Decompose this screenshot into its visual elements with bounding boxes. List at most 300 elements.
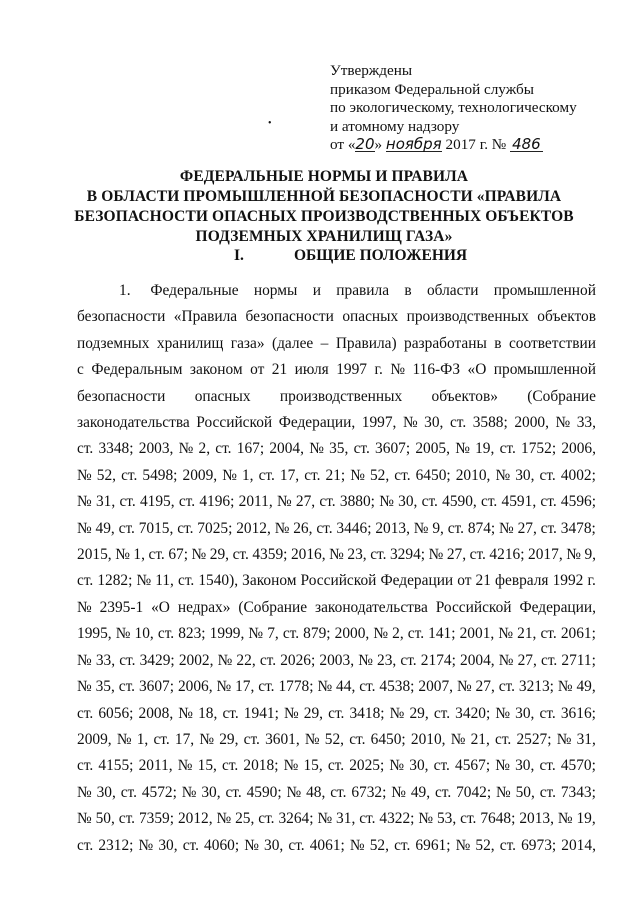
- section-title: ОБЩИЕ ПОЛОЖЕНИЯ: [294, 247, 468, 264]
- word: 35,: [329, 440, 349, 458]
- word: ст.: [259, 651, 277, 669]
- word: 17,: [279, 466, 300, 484]
- paragraph-line: [77, 674, 596, 700]
- word: 10,: [134, 625, 154, 643]
- word: 30,: [158, 836, 178, 854]
- word: 4359;: [252, 546, 288, 564]
- word: 3880;: [339, 493, 375, 511]
- word: 52,: [96, 466, 116, 484]
- word: ст.: [481, 493, 498, 511]
- word: №: [138, 836, 154, 854]
- word: «Правила: [173, 308, 238, 326]
- word: 1997: [336, 361, 367, 379]
- word: 874;: [467, 519, 496, 537]
- word: ст.: [282, 625, 300, 643]
- word: законом: [189, 361, 243, 379]
- word: 3264;: [278, 810, 314, 828]
- word: февраля: [495, 572, 549, 590]
- word: г.: [587, 572, 596, 590]
- word: ст.: [258, 678, 275, 696]
- word: №: [413, 519, 429, 537]
- word: ст.: [539, 783, 556, 801]
- word: №: [389, 704, 405, 722]
- word: законодательства: [315, 598, 428, 616]
- word: ст.: [120, 783, 137, 801]
- word: 30,: [96, 783, 116, 801]
- word: ст.: [177, 519, 194, 537]
- word: ст.: [288, 836, 305, 854]
- word: ст.: [539, 704, 556, 722]
- word: ст.: [469, 546, 486, 564]
- word: ст.: [433, 757, 450, 775]
- word: №: [309, 440, 324, 458]
- word: 25,: [235, 810, 255, 828]
- word: ст.: [434, 783, 452, 801]
- word: №: [418, 810, 434, 828]
- word: №: [350, 466, 365, 484]
- word: хранилищ: [156, 334, 224, 352]
- word: ст.: [460, 810, 477, 828]
- paragraph-line: [77, 753, 596, 779]
- word: ст.: [498, 678, 515, 696]
- word: №: [390, 361, 406, 379]
- word: 4216;: [489, 546, 525, 564]
- word: 30,: [264, 836, 284, 854]
- word: 33,: [576, 414, 596, 432]
- word: ст.: [77, 440, 94, 458]
- word: 21,: [470, 730, 490, 748]
- word: промышленной: [493, 282, 596, 299]
- word: ст.: [182, 836, 199, 854]
- word: ст.: [77, 757, 94, 775]
- word: №: [495, 704, 511, 722]
- word: 1999,: [209, 625, 245, 643]
- word: №: [181, 783, 197, 801]
- word: 1941;: [243, 704, 279, 722]
- word: опасных: [342, 308, 399, 326]
- word: с: [77, 361, 84, 379]
- word: 1778;: [278, 678, 314, 696]
- word: 26,: [293, 519, 313, 537]
- word: «О: [151, 598, 170, 616]
- word: разработаны: [404, 334, 487, 352]
- word: ст.: [359, 678, 376, 696]
- title-line: ПОДЗЕМНЫХ ХРАНИЛИЩ ГАЗА»: [195, 228, 453, 245]
- word: 30,: [424, 414, 444, 432]
- word: №: [556, 730, 572, 748]
- word: 53,: [436, 810, 457, 828]
- word: 49,: [576, 678, 596, 696]
- word: 4002;: [560, 466, 596, 484]
- paragraph-line: [77, 463, 596, 489]
- word: 2002,: [178, 651, 214, 669]
- word: 3478;: [560, 519, 596, 537]
- word: (далее: [271, 334, 314, 352]
- word: 6973;: [521, 836, 557, 854]
- word: 23,: [347, 546, 367, 564]
- word: ст.: [449, 414, 467, 432]
- word: безопасности: [245, 308, 334, 326]
- word: №: [304, 730, 320, 748]
- paragraph-line: [77, 806, 596, 832]
- word: 4590,: [442, 493, 477, 511]
- word: 7,: [267, 625, 279, 643]
- word: законодательства: [77, 414, 190, 432]
- paragraph-line: [77, 780, 596, 806]
- word: Российской: [435, 598, 512, 616]
- paragraph-line: [77, 833, 596, 859]
- word: Федеральным: [91, 361, 183, 379]
- word: ст.: [243, 730, 260, 748]
- word: 27,: [517, 519, 537, 537]
- word: Федеральные: [150, 282, 239, 299]
- word: 2,: [198, 440, 211, 458]
- word: №: [222, 466, 237, 484]
- word: №: [116, 730, 132, 748]
- word: соответствии: [508, 334, 596, 352]
- paragraph-line: [77, 489, 596, 515]
- word: ст.: [148, 546, 165, 564]
- word: 2005,: [415, 440, 450, 458]
- word: 3616;: [560, 704, 596, 722]
- word: 21: [475, 572, 491, 590]
- word: 2009,: [182, 466, 218, 484]
- word: 2017,: [528, 546, 563, 564]
- word: 3588;: [472, 414, 508, 432]
- paragraph-line: [77, 516, 596, 542]
- word: 4322;: [379, 810, 415, 828]
- word: 18,: [198, 704, 218, 722]
- word: №: [115, 625, 131, 643]
- word: 4195,: [139, 493, 175, 511]
- word: г.: [374, 361, 383, 379]
- word: 4060;: [204, 836, 240, 854]
- word: ст.: [353, 440, 370, 458]
- word: №: [402, 414, 418, 432]
- word: №: [317, 810, 333, 828]
- stray-mark: •: [268, 118, 272, 129]
- word: 4567;: [455, 757, 491, 775]
- word: ст.: [540, 493, 557, 511]
- word: 2012,: [177, 810, 213, 828]
- word: 4061;: [309, 836, 345, 854]
- word: №: [276, 493, 292, 511]
- word: 6961;: [415, 836, 451, 854]
- word: Законом: [242, 572, 297, 590]
- word: 31,: [336, 810, 356, 828]
- word: ст.: [153, 730, 170, 748]
- word: №: [136, 572, 152, 590]
- paragraph-line: [77, 278, 596, 304]
- day-suffix: »: [374, 136, 383, 154]
- word: №: [495, 466, 511, 484]
- word: объектов: [537, 308, 596, 326]
- word: 49,: [95, 519, 115, 537]
- word: Федерации: [380, 572, 454, 590]
- word: 6450;: [415, 466, 451, 484]
- word: 30,: [515, 757, 535, 775]
- word: 19,: [576, 810, 596, 828]
- word: 1540),: [198, 572, 239, 590]
- word: ст.: [370, 546, 387, 564]
- word: 2014,: [561, 836, 596, 854]
- word: ст.: [121, 466, 138, 484]
- word: №: [391, 783, 406, 801]
- word: 50,: [95, 810, 115, 828]
- word: №: [456, 678, 472, 696]
- word: 15,: [197, 757, 217, 775]
- word: ст.: [258, 810, 275, 828]
- word: опасных: [194, 387, 251, 405]
- word: №: [178, 440, 194, 458]
- paragraph-line: [77, 568, 596, 594]
- word: 6056;: [98, 704, 134, 722]
- word: «О: [467, 361, 487, 379]
- word: №: [495, 757, 510, 775]
- word: 21: [271, 361, 288, 379]
- approval-line: и атомному надзору: [330, 117, 460, 135]
- word: 4590;: [246, 783, 282, 801]
- word: 2018;: [243, 757, 279, 775]
- word: №: [428, 546, 444, 564]
- word: 1.: [119, 282, 131, 299]
- word: ст.: [539, 757, 556, 775]
- word: 7343;: [560, 783, 596, 801]
- word: 2,: [392, 625, 404, 643]
- word: ст.: [118, 810, 136, 828]
- word: ст.: [77, 836, 94, 854]
- word: 1,: [133, 546, 145, 564]
- word: 27,: [475, 678, 495, 696]
- word: 2011,: [138, 757, 173, 775]
- handwritten-month: ноября: [385, 135, 442, 154]
- word: 23,: [377, 651, 397, 669]
- word: №: [496, 783, 511, 801]
- word: объектов»: [431, 387, 498, 405]
- word: 167;: [236, 440, 265, 458]
- word: №: [349, 836, 365, 854]
- word: безопасности: [77, 308, 166, 326]
- word: 2006,: [177, 678, 213, 696]
- word: 116-ФЗ: [412, 361, 461, 379]
- word: (Собрание: [527, 387, 596, 405]
- paragraph-line: [77, 595, 596, 621]
- word: и: [312, 282, 321, 299]
- word: №: [244, 836, 259, 854]
- word: 1,: [241, 466, 254, 484]
- paragraph-line: [77, 357, 596, 383]
- word: ст.: [400, 651, 417, 669]
- word: 2007,: [418, 678, 454, 696]
- word: 823;: [178, 625, 206, 643]
- word: 33,: [95, 651, 116, 669]
- word: №: [286, 783, 302, 801]
- word: 2527;: [516, 730, 552, 748]
- word: 29,: [219, 730, 239, 748]
- word: 2000,: [334, 625, 370, 643]
- word: 44,: [336, 678, 356, 696]
- word: 2016,: [290, 546, 326, 564]
- word: №: [77, 598, 92, 616]
- word: ст.: [540, 625, 557, 643]
- word: 2026;: [280, 651, 316, 669]
- word: №: [199, 730, 214, 748]
- word: 27,: [446, 546, 467, 564]
- word: 2000,: [514, 414, 549, 432]
- word: 27,: [295, 493, 316, 511]
- approval-line: Утверждены: [330, 62, 413, 79]
- word: №: [499, 519, 514, 537]
- word: промышленной: [493, 361, 596, 379]
- word: июля: [294, 361, 329, 379]
- word: №: [274, 519, 290, 537]
- word: 30,: [398, 493, 418, 511]
- word: 7359;: [138, 810, 175, 828]
- word: №: [77, 493, 92, 511]
- word: ст.: [499, 440, 516, 458]
- word: 1752;: [521, 440, 557, 458]
- word: 2013,: [375, 519, 410, 537]
- word: №: [329, 546, 344, 564]
- paragraph-line: [77, 436, 596, 462]
- word: ст.: [77, 572, 94, 590]
- word: ст.: [394, 836, 411, 854]
- approval-block: [330, 62, 577, 155]
- word: ст.: [319, 493, 336, 511]
- word: 2010,: [410, 730, 446, 748]
- word: №: [248, 625, 264, 643]
- word: –: [320, 334, 329, 352]
- word: 11,: [155, 572, 174, 590]
- paragraph-line: [77, 331, 596, 357]
- word: 52,: [475, 836, 495, 854]
- word: 7042;: [456, 783, 492, 801]
- paragraph-line: [77, 542, 596, 568]
- word: 27,: [517, 651, 537, 669]
- word: 2010,: [455, 466, 491, 484]
- section-heading: [234, 247, 467, 265]
- word: ст.: [258, 466, 275, 484]
- word: ст.: [232, 546, 249, 564]
- word: 1,: [136, 730, 149, 748]
- word: 52,: [324, 730, 345, 748]
- word: безопасности: [77, 387, 166, 405]
- paragraph-1: [77, 278, 596, 859]
- word: №: [216, 678, 232, 696]
- approval-line: приказом Федеральной службы: [330, 80, 534, 98]
- word: №: [216, 810, 232, 828]
- word: №: [450, 730, 466, 748]
- word: №: [317, 678, 333, 696]
- word: области: [426, 282, 479, 299]
- word: ст.: [177, 572, 195, 590]
- word: №: [283, 757, 299, 775]
- word: ст.: [225, 783, 242, 801]
- word: ст.: [77, 704, 94, 722]
- word: Российской: [196, 414, 273, 432]
- word: 21,: [517, 625, 537, 643]
- word: ст.: [499, 836, 516, 854]
- word: 3429;: [139, 651, 175, 669]
- word: 49,: [410, 783, 431, 801]
- handwritten-day: 20: [355, 135, 375, 154]
- word: №: [373, 625, 389, 643]
- paragraph-line: [77, 410, 596, 436]
- approval-date-line: [330, 136, 577, 155]
- word: 30,: [515, 466, 535, 484]
- word: ст.: [118, 519, 135, 537]
- title-line: ФЕДЕРАЛЬНЫЕ НОРМЫ И ПРАВИЛА: [179, 168, 469, 185]
- word: 4591,: [501, 493, 537, 511]
- word: 50,: [515, 783, 535, 801]
- paragraph-line: [77, 727, 596, 753]
- word: №: [379, 493, 394, 511]
- word: 2001,: [459, 625, 495, 643]
- word: производственных: [406, 308, 529, 326]
- word: 48,: [306, 783, 326, 801]
- word: №: [358, 651, 373, 669]
- word: 4196;: [199, 493, 235, 511]
- word: 2013,: [519, 810, 554, 828]
- word: 6732;: [351, 783, 387, 801]
- word: 52,: [369, 836, 389, 854]
- word: ст.: [407, 625, 425, 643]
- word: 4155;: [98, 757, 134, 775]
- word: 3294;: [389, 546, 426, 564]
- word: 879;: [303, 625, 331, 643]
- word: №: [389, 757, 405, 775]
- word: №: [77, 466, 92, 484]
- word: 7648;: [480, 810, 516, 828]
- word: газа»: [230, 334, 265, 352]
- word: ст.: [222, 757, 239, 775]
- word: ст.: [394, 466, 411, 484]
- word: 17,: [235, 678, 255, 696]
- word: недрах»: [177, 598, 231, 616]
- word: ст.: [447, 519, 464, 537]
- word: №: [178, 704, 193, 722]
- word: ст.: [178, 493, 196, 511]
- word: 52,: [369, 466, 390, 484]
- word: 17,: [174, 730, 195, 748]
- handwritten-order-number: 486: [512, 135, 541, 154]
- word: Федерации,: [278, 414, 356, 432]
- word: в: [494, 334, 502, 352]
- word: №: [557, 678, 573, 696]
- word: нормы: [253, 282, 298, 299]
- word: ст.: [330, 783, 347, 801]
- word: 2003,: [319, 651, 355, 669]
- word: №: [217, 651, 233, 669]
- word: 4572;: [141, 783, 177, 801]
- word: №: [455, 836, 471, 854]
- word: 2006,: [561, 440, 596, 458]
- word: №: [557, 810, 573, 828]
- word: №: [566, 546, 581, 564]
- word: 3418;: [349, 704, 385, 722]
- word: правила: [336, 282, 390, 299]
- word: 2174;: [420, 651, 456, 669]
- word: 1997,: [361, 414, 397, 432]
- word: ст.: [539, 466, 556, 484]
- title-line: БЕЗОПАСНОСТИ ОПАСНЫХ ПРОИЗВОДСТВЕННЫХ ОБЪЕКТОВ: [74, 208, 574, 225]
- word: 15,: [303, 757, 323, 775]
- word: 5498;: [142, 466, 178, 484]
- word: 29,: [209, 546, 230, 564]
- word: 2012,: [236, 519, 271, 537]
- word: №: [283, 704, 299, 722]
- paragraph-line: [77, 621, 596, 647]
